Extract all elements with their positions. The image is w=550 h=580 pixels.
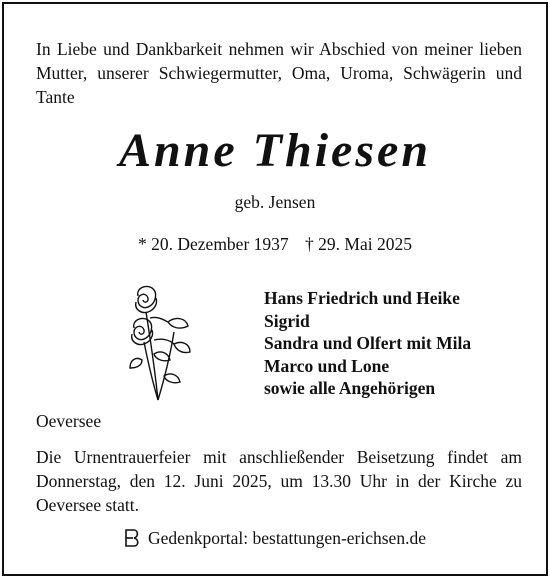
mourner-line: Hans Friedrich und Heike xyxy=(264,288,460,308)
maiden-name: geb. Jensen xyxy=(234,192,316,212)
deceased-name: Anne Thiesen xyxy=(118,124,432,177)
mourner-line: Marco und Lone xyxy=(264,355,390,376)
death-date: † 29. Mai 2025 xyxy=(305,234,412,254)
portal-logo-icon xyxy=(124,528,142,548)
birth-date: * 20. Dezember 1937 xyxy=(138,234,289,254)
life-dates xyxy=(4,234,546,255)
mourners-list xyxy=(264,287,471,400)
mourner-line: Sandra und Olfert mit Mila xyxy=(264,333,472,353)
memorial-portal xyxy=(4,528,546,549)
mourner-line: sowie alle Angehörigen xyxy=(264,378,436,398)
rose-icon xyxy=(124,282,194,402)
intro-text: In Liebe und Dankbarkeit nehmen wir Abschied von meiner lieben Mutter, unserer Schwiegermutter, Oma, Uroma, Schwägerin und Tante xyxy=(36,39,522,107)
place-name: Oeversee xyxy=(36,411,102,431)
obituary-notice xyxy=(2,2,548,576)
mourner-line: Sigrid xyxy=(264,310,310,331)
portal-link[interactable]: Gedenkportal: bestattungen-erichsen.de xyxy=(148,528,426,548)
service-details: Die Urnentrauerfeier mit anschließender Beisetzung findet am Donnerstag, den 12. Juni 2025, um 13.30 Uhr in der Kirche zu Oeversee statt. xyxy=(36,447,522,515)
